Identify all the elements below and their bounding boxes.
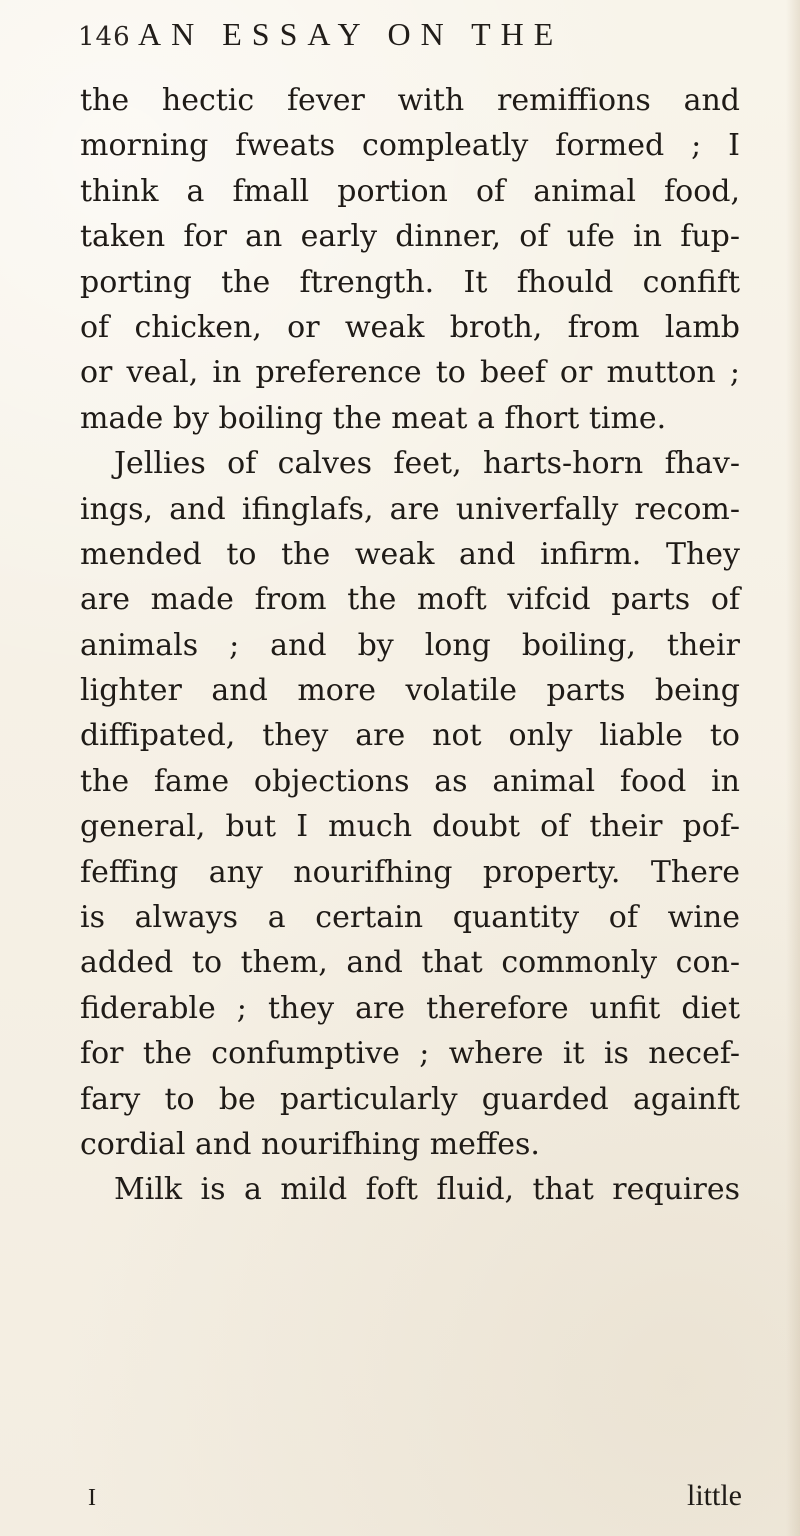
catchword: little bbox=[687, 1479, 742, 1512]
text-line: for the confumptive ; where it is necef- bbox=[80, 1036, 740, 1072]
text-line: feffing any nourifhing property. There bbox=[80, 854, 740, 890]
text-line: ings, and ifinglafs, are univerfally recom- bbox=[80, 491, 740, 527]
text-line: taken for an early dinner, of ufe in fup- bbox=[80, 219, 740, 255]
text-line: general, but I much doubt of their pof- bbox=[80, 809, 740, 845]
text-line: made by boiling the meat a fhort time. bbox=[80, 400, 667, 436]
body-text bbox=[80, 78, 740, 1213]
text-line: or veal, in preference to beef or mutton ; bbox=[80, 355, 740, 391]
running-head: AN ESSAY ON THE bbox=[138, 16, 564, 52]
page-edge-shading bbox=[786, 0, 800, 1536]
text-line: the hectic fever with remiffions and bbox=[80, 83, 740, 118]
text-line: lighter and more volatile parts being bbox=[80, 673, 740, 709]
text-line: mended to the weak and infirm. They bbox=[80, 536, 740, 572]
text-line: morning fweats compleatly formed ; I bbox=[80, 128, 740, 164]
page-number: 146 bbox=[78, 22, 131, 52]
text-line: diffipated, they are not only liable to bbox=[80, 718, 740, 754]
page-footer bbox=[80, 1479, 742, 1533]
text-line: are made from the moft vifcid parts of bbox=[80, 582, 740, 618]
paragraph-start-line: Milk is a mild foft fluid, that requires bbox=[114, 1172, 740, 1208]
text-line: animals ; and by long boiling, their bbox=[80, 627, 740, 663]
text-line: of chicken, or weak broth, from lamb bbox=[80, 309, 740, 345]
text-line: fary to be particularly guarded againft bbox=[80, 1081, 740, 1117]
paragraph-start-line: Jellies of calves feet, harts-horn fhav- bbox=[114, 446, 740, 482]
text-line: the fame objections as animal food in bbox=[80, 763, 740, 799]
text-line: porting the ftrength. It fhould confift bbox=[80, 264, 740, 300]
signature-mark: I bbox=[88, 1485, 96, 1511]
text-line: is always a certain quantity of wine bbox=[80, 900, 740, 936]
text-line: added to them, and that commonly con- bbox=[80, 945, 740, 981]
text-line: fiderable ; they are therefore unfit diet bbox=[80, 990, 740, 1026]
text-line: think a fmall portion of animal food, bbox=[80, 173, 740, 209]
text-line: cordial and nourifhing meffes. bbox=[80, 1126, 540, 1162]
page-header bbox=[78, 14, 758, 64]
